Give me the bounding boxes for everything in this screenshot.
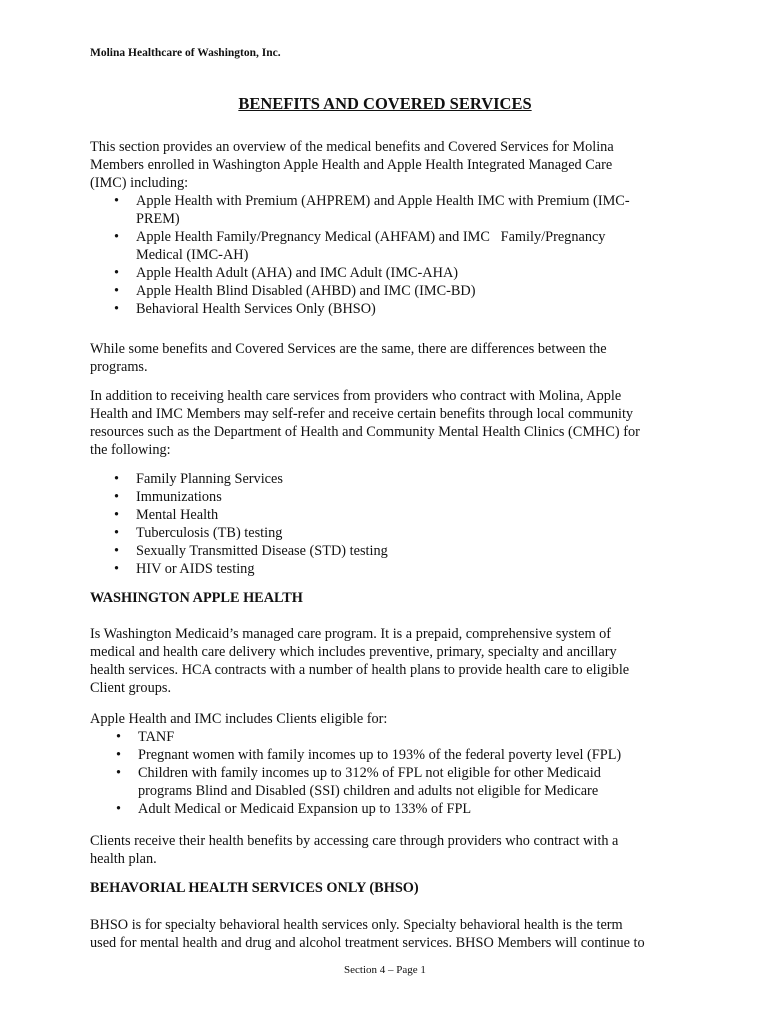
intro-paragraph (90, 138, 680, 192)
text-line: health services. HCA contracts with a number of health plans to provide health care to eligible (90, 662, 630, 678)
text-line: programs. (90, 359, 148, 375)
list-item: • Sexually Transmitted Disease (STD) testing (90, 542, 680, 560)
list-item: • Immunizations (90, 488, 680, 506)
services-list (90, 470, 680, 578)
access-section (90, 832, 680, 868)
text-line: medical and health care delivery which includes preventive, primary, specialty and ancillary (90, 644, 617, 660)
bhso-section (90, 916, 680, 952)
differences-section (90, 340, 680, 376)
text-line: Is Washington Medicaid’s managed care program. It is a prepaid, comprehensive system of (90, 626, 612, 642)
text-line: Client groups. (90, 680, 172, 696)
text-line: used for mental health and drug and alcohol treatment services. BHSO Members will continue to (90, 935, 645, 951)
page-title: BENEFITS AND COVERED SERVICES (238, 94, 532, 113)
self-refer-section (90, 387, 680, 459)
list-item: • Apple Health Family/Pregnancy Medical (AHFAM) and IMC Family/Pregnancy Medical (IMC-AH) (90, 228, 680, 264)
text-line: the following: (90, 442, 171, 458)
eligible-list (90, 728, 680, 818)
bhso-paragraph (90, 916, 680, 952)
list-item: • Children with family incomes up to 312% of FPL not eligible for other Medicaid programs Blind and Disabled (SSI) children and adults not eligible for Medicare (90, 764, 680, 800)
text-line: (IMC) including: (90, 175, 189, 191)
eligible-section (90, 710, 680, 818)
text-line: In addition to receiving health care services from providers who contract with Molina, Apple (90, 388, 622, 404)
list-item: • Apple Health Blind Disabled (AHBD) and IMC (IMC-BD) (90, 282, 680, 300)
self-refer-paragraph (90, 387, 680, 459)
section-heading-wa-apple-health: WASHINGTON APPLE HEALTH (90, 590, 303, 606)
list-item: • Apple Health Adult (AHA) and IMC Adult (IMC-AHA) (90, 264, 680, 282)
self-refer-services (90, 470, 680, 578)
differences-paragraph (90, 340, 680, 376)
list-item: • Apple Health with Premium (AHPREM) and Apple Health IMC with Premium (IMC- PREM) (90, 192, 680, 228)
text-line: Members enrolled in Washington Apple Health and Apple Health Integrated Managed Care (90, 157, 613, 173)
list-item: • Tuberculosis (TB) testing (90, 524, 680, 542)
list-item: • HIV or AIDS testing (90, 560, 680, 578)
list-item: • Mental Health (90, 506, 680, 524)
intro-section (90, 138, 680, 318)
page-footer: Section 4 – Page 1 (344, 964, 426, 976)
wa-apple-health-section (90, 625, 680, 697)
section-heading-bhso: BEHAVORIAL HEALTH SERVICES ONLY (BHSO) (90, 880, 419, 896)
text-line: resources such as the Department of Health and Community Mental Health Clinics (CMHC) for (90, 424, 640, 440)
list-item: • Pregnant women with family incomes up to 193% of the federal poverty level (FPL) (90, 746, 680, 764)
text-line: health plan. (90, 851, 157, 867)
text-line: BHSO is for specialty behavioral health services only. Specialty behavioral health is the term (90, 917, 623, 933)
eligible-intro: Apple Health and IMC includes Clients eligible for: (90, 711, 388, 727)
text-line: This section provides an overview of the medical benefits and Covered Services for Molina (90, 139, 614, 155)
list-item: • TANF (90, 728, 680, 746)
text-line: Clients receive their health benefits by accessing care through providers who contract with a (90, 833, 619, 849)
text-line: Health and IMC Members may self-refer and receive certain benefits through local community (90, 406, 634, 422)
access-paragraph (90, 832, 680, 868)
list-item: • Family Planning Services (90, 470, 680, 488)
text-line: While some benefits and Covered Services are the same, there are differences between the (90, 341, 607, 357)
program-list (90, 192, 680, 318)
page-header: Molina Healthcare of Washington, Inc. (90, 47, 281, 59)
list-item: • Behavioral Health Services Only (BHSO) (90, 300, 680, 318)
list-item: • Adult Medical or Medicaid Expansion up to 133% of FPL (90, 800, 680, 818)
wa-apple-health-paragraph (90, 625, 680, 697)
